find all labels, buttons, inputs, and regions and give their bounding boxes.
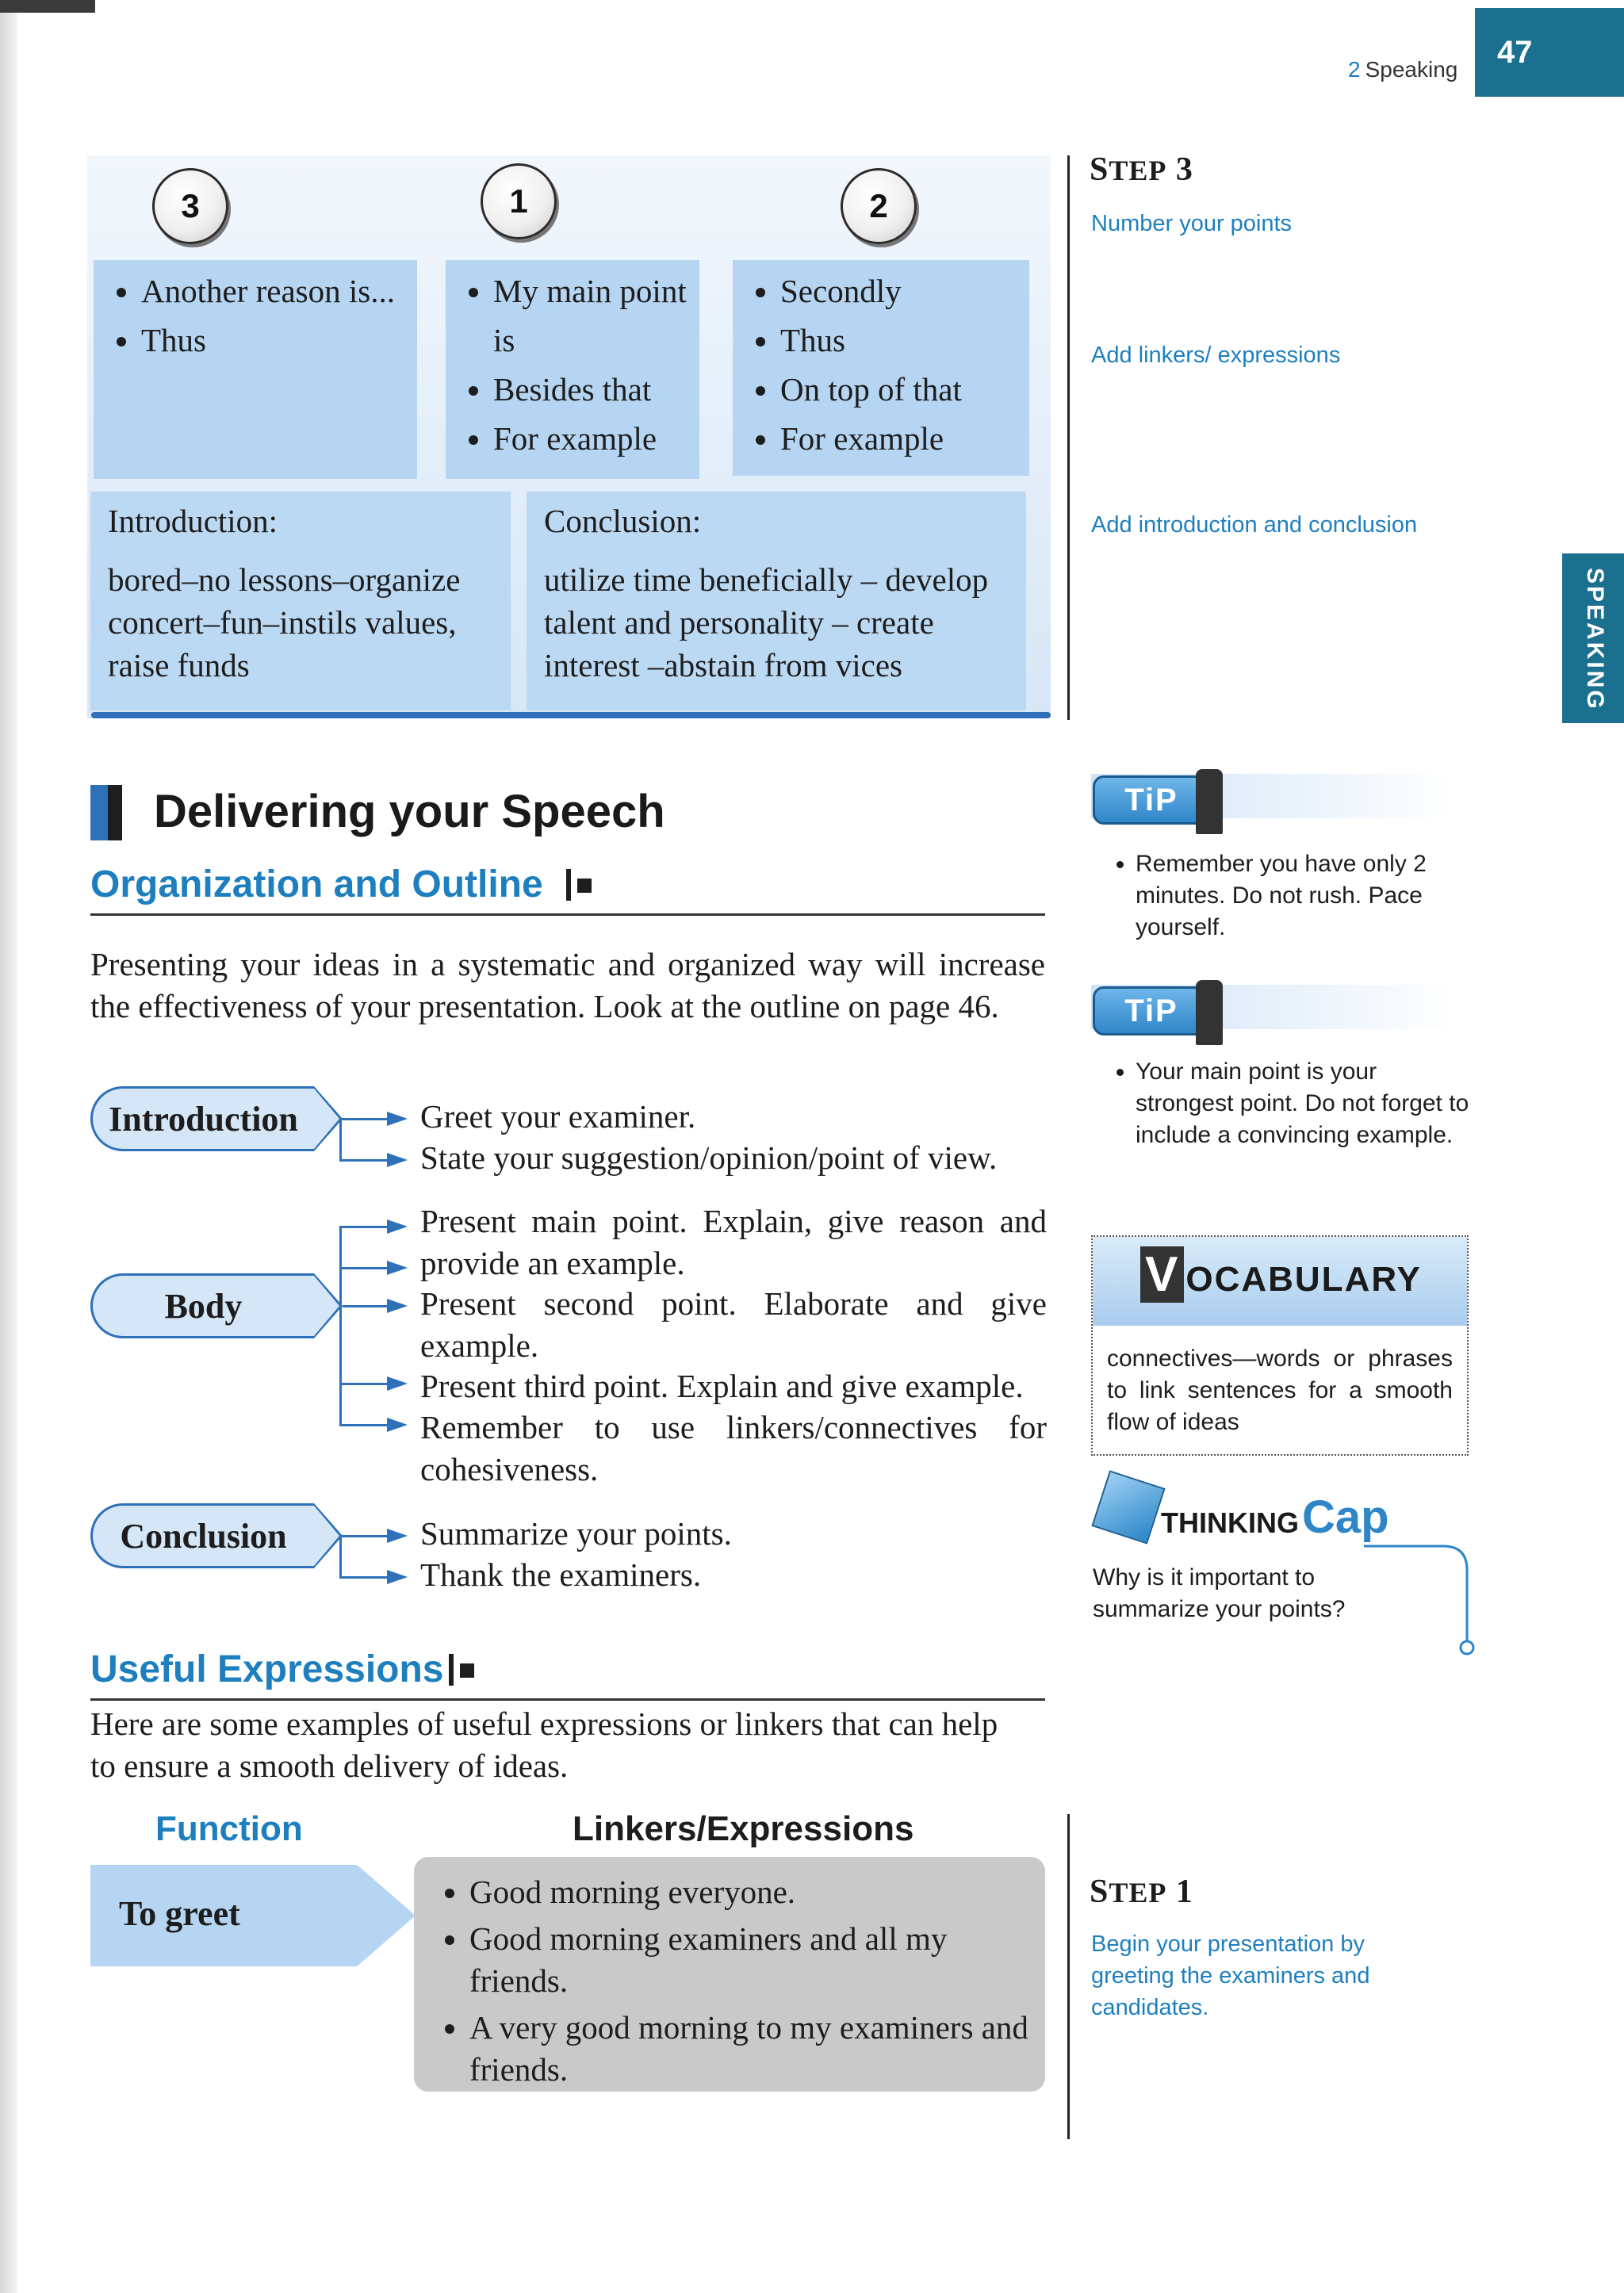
step-3-number: 3 — [1175, 151, 1193, 188]
subsection-rule — [90, 1698, 1045, 1701]
step-3-note-linkers: Add linkers/ expressions — [1091, 343, 1341, 368]
connector-line — [339, 1535, 387, 1537]
side-tab-label: SPEAKING — [1582, 568, 1608, 711]
conclusion-label-arrow-inner — [314, 1506, 339, 1566]
connector-line — [339, 1118, 342, 1161]
linkers-box — [414, 1857, 1045, 2092]
point-box-third — [94, 260, 417, 479]
vocabulary-text: connectives—words or phrases to link sentences for a smooth flow of ideas — [1107, 1346, 1453, 1435]
body-label-arrow-inner — [314, 1276, 339, 1336]
connector-line — [339, 1424, 387, 1426]
arrow-icon — [387, 1529, 408, 1543]
vocabulary-box — [1091, 1235, 1469, 1456]
step-1-note: Begin your presentation by greeting the examiners and candidates. — [1091, 1931, 1370, 2020]
step-3-note-intro-conclusion: Add introduction and conclusion — [1091, 512, 1418, 538]
useful-expressions-intro: Here are some examples of useful expressions or linkers that can help to ensure a smooth delivery of ideas. — [90, 1705, 998, 1784]
organization-intro: Presenting your ideas in a systematic and organized way will increase the effectiveness of your presentation. Look at the outline on page 46. — [90, 946, 1045, 1024]
number-circle-2: 2 — [841, 168, 917, 244]
thinking-cap-title — [1161, 1491, 1389, 1544]
side-divider-top — [1067, 155, 1070, 720]
introduction-item: Greet your examiner. — [420, 1098, 696, 1135]
connector-line — [339, 1267, 387, 1269]
thinking-cap-title-b: Cap — [1302, 1491, 1389, 1543]
vocabulary-title: OCABULARY — [1185, 1260, 1422, 1299]
function-to-greet: To greet — [119, 1894, 240, 1933]
pen-icon — [1196, 980, 1223, 1045]
step-1-number: 1 — [1175, 1874, 1193, 1910]
page-number: 47 — [1475, 8, 1624, 97]
arrow-icon — [387, 1112, 408, 1126]
body-item: Remember to use linkers/connectives for cohesiveness. — [420, 1409, 1047, 1487]
connector-line — [339, 1226, 342, 1426]
step-3-cap: S — [1090, 151, 1109, 188]
conclusion-item: Thank the examiners. — [420, 1556, 702, 1593]
connector-line — [339, 1118, 387, 1120]
arrow-icon — [387, 1376, 408, 1391]
diagram-bottom-rule — [91, 712, 1051, 718]
list-item: • My main point is — [493, 266, 699, 365]
chapter-name: Speaking — [1365, 57, 1458, 82]
conclusion-box — [527, 492, 1026, 710]
conclusion-item: Summarize your points. — [420, 1515, 732, 1552]
introduction-heading: Introduction: — [108, 503, 278, 539]
step-3-note-number: Number your points — [1091, 211, 1293, 236]
chapter-number: 2 — [1348, 57, 1361, 82]
column-header-linkers: Linkers/Expressions — [573, 1809, 914, 1848]
connector-line — [339, 1535, 342, 1578]
subsection-marker — [449, 1654, 477, 1686]
arrow-icon — [387, 1261, 408, 1275]
list-item: • On top of that — [780, 365, 1029, 414]
introduction-box — [90, 492, 511, 710]
subsection-title-organization: Organization and Outline — [90, 863, 543, 905]
body-item: Present third point. Explain and give example. — [420, 1368, 1024, 1404]
list-item: • Another reason is... — [141, 266, 417, 316]
body-item: Present main point. Explain, give reason and provide an example. — [420, 1203, 1047, 1281]
arrow-icon — [387, 1299, 408, 1313]
introduction-label-arrow-inner — [314, 1089, 339, 1149]
thinking-cap-question: Why is it important to summarize your points? — [1093, 1564, 1346, 1622]
side-tab — [1562, 553, 1624, 723]
subsection-rule — [90, 913, 1045, 916]
introduction-label: Introduction — [90, 1086, 314, 1151]
list-item: • Besides that — [493, 365, 699, 414]
introduction-text: bored–no lessons–organize concert–fun–instils values, raise funds — [108, 561, 461, 683]
arrow-icon — [387, 1219, 408, 1234]
page-gutter-shadow — [0, 0, 17, 2293]
arrow-icon — [387, 1570, 408, 1584]
subsection-marker — [566, 869, 595, 901]
tip-1 — [1091, 848, 1472, 944]
list-item: • Secondly — [780, 266, 1029, 316]
connector-line — [343, 1305, 387, 1307]
step-3-rest: TEP — [1109, 155, 1167, 186]
subsection-title-useful-expressions: Useful Expressions — [90, 1648, 444, 1690]
conclusion-label: Conclusion — [90, 1503, 314, 1568]
body-item: Present second point. Elaborate and give example. — [420, 1285, 1047, 1364]
column-header-function: Function — [155, 1809, 303, 1848]
arrow-icon — [387, 1153, 408, 1167]
thinking-cap-title-a: THINKING — [1161, 1506, 1299, 1539]
list-item: • For example — [493, 414, 699, 463]
step-3-title — [1090, 151, 1193, 189]
running-header — [1348, 57, 1457, 82]
section-title: Delivering your Speech — [154, 786, 665, 837]
number-circle-3: 3 — [152, 168, 228, 244]
step-1-rest: TEP — [1109, 1877, 1167, 1908]
tip-badge: TiP — [1093, 775, 1210, 825]
section-marker — [90, 785, 122, 840]
pen-icon — [1196, 769, 1223, 834]
step-1-cap: S — [1090, 1874, 1109, 1910]
vocabulary-header — [1093, 1237, 1467, 1326]
expression-item: • Good morning examiners and all my friends. — [469, 1918, 1045, 2002]
connector-line — [339, 1226, 387, 1228]
tip-2-text: • Your main point is your strongest point. Do not forget to include a convincing example. — [1136, 1056, 1472, 1151]
expression-item: • A very good morning to my examiners and friends. — [469, 2007, 1045, 2091]
vocabulary-cap: V — [1140, 1246, 1184, 1303]
body-label: Body — [90, 1273, 314, 1338]
list-item: • Thus — [780, 316, 1029, 365]
expression-item: • Good morning everyone. — [469, 1871, 1045, 1913]
step-1-title — [1090, 1873, 1193, 1911]
cube-icon — [1091, 1470, 1165, 1544]
number-circle-1: 1 — [481, 163, 557, 239]
connector-line — [339, 1159, 387, 1162]
point-box-second — [733, 260, 1029, 476]
conclusion-heading: Conclusion: — [544, 503, 702, 539]
side-divider-bottom — [1067, 1814, 1070, 2139]
tip-badge: TiP — [1093, 986, 1210, 1035]
list-item: • Thus — [141, 316, 417, 365]
introduction-item: State your suggestion/opinion/point of view. — [420, 1139, 998, 1176]
connector-line — [339, 1383, 387, 1385]
top-edge-strip — [0, 0, 95, 13]
arrow-icon — [387, 1418, 408, 1432]
tip-1-text: • Remember you have only 2 minutes. Do not rush. Pace yourself. — [1136, 848, 1472, 944]
list-item: • For example — [780, 414, 1029, 463]
conclusion-text: utilize time beneficially – develop talent and personality – create interest –abstain from vices — [544, 561, 989, 683]
point-box-main — [446, 260, 699, 479]
connector-line — [339, 1576, 387, 1579]
tip-2 — [1091, 1056, 1472, 1151]
